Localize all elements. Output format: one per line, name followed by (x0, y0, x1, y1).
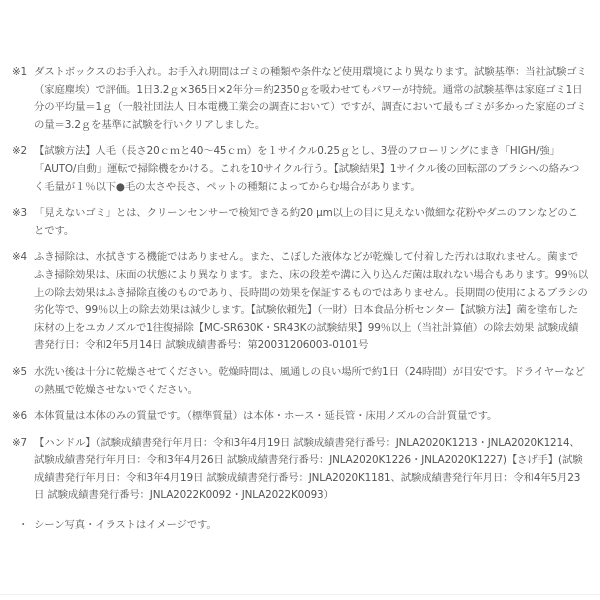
bottom-divider (0, 594, 600, 595)
footnote-text: 本体質量は本体のみの質量です。（標準質量）は本体・ホース・延長管・床用ノズルの合計質量です。 (34, 410, 498, 423)
footnote-mark: ※7 (12, 436, 28, 449)
footnote-text: 水洗い後は十分に乾燥させてください。乾燥時間は、風通しの良い場所で約1日（24時間）が目安です。ドライヤーなどの熱風で乾燥させないでください。 (34, 365, 585, 396)
footnote-text: 【ハンドル】（試験成績書発行年月日：令和3年4月19日 試験成績書発行番号：JNLA2020K1213・JNLA2020K1214、試験成績書発行年月日：令和3年4月26日 試験成績書発行番号：JNLA2020K1226・JNLA2020K1227)【さげ手】(試験成績書発行年月日：令和3年4月19日 試験成績書発行番号：JNLA2020K1181、試験成績書発行年月日：令和4年5月23日 試験成績書発行番号：JNLA2022K0092・JNLA2022K0093） (34, 436, 583, 502)
footnote-mark: ※4 (12, 251, 28, 264)
footnote-text: ふき掃除は、水拭きする機能ではありません。また、こぼした液体などが乾燥して付着した汚れは取れません。菌までふき掃除効果は、床面の状態により異なります。また、床の段差や溝に入り込んだ菌は取れない場合もあります。99％以上の除去効果はふき掃除直後のものであり、長時間の効果を保証するものではありません。長期間の使用によるブラシの劣化等で、99％以上の除去効果は減少します。【試験依頼先】（一財）日本食品分析センター【試験方法】菌を塗布した床材の上をユカノズルで1往復掃除【MC-SR630K・SR43Kの試験結果】99％以上（当社計算値）の除去効果 試験成績書発行日：令和2年5月14日 試験成績書番号：第20031206003-0101号 (34, 251, 589, 352)
footnote-text: 【試験方法】人毛（長さ20ｃｍと40〜45ｃｍ）を１サイクル0.25ｇとし、3畳のフローリングにまき「HIGH/強」「AUTO/自動」運転で掃除機をかける。これを10サイクル行う。【試験結果】1サイクル後の回転部のブラシへの絡みつく毛量が１％以下●毛の太さや長さ、ペットの種類によってからむ場合があります。 (34, 145, 580, 193)
footnote-7 (12, 435, 588, 505)
footnote-mark: ※2 (12, 145, 28, 158)
footnote-4 (12, 249, 588, 355)
footnote-text: 「見えないゴミ」とは、クリーンセンサーで検知できる約20 μm以上の目に見えない微細な花粉やダニのフンなどのことです。 (34, 207, 578, 237)
footnote-text: ダストボックスのお手入れ。お手入れ期間はゴミの種類や条件など使用環境により異なります。試験基準：当社試験ゴミ（家庭塵埃）で評価。1日3.2ｇ×365日×2年分＝約2350ｇを吸わせてもパワーが持続。通常の試験基準は家庭ゴミ1日分の平均量＝1ｇ（一般社団法人 日本電機工業会の調査において）ですが、調査において最もゴミが多かった家庭のゴミの量＝3.2ｇを基準に試験を行いクリアしました。 (34, 66, 587, 131)
footnote-3 (12, 205, 588, 240)
disclaimer-text: シーン写真・イラストはイメージです。 (34, 519, 217, 532)
footnote-2 (12, 143, 588, 196)
bullet-mark: ・ (18, 519, 29, 532)
footnote-mark: ※5 (12, 365, 28, 378)
footnote-mark: ※6 (12, 410, 28, 423)
footnote-mark: ※1 (12, 66, 28, 78)
footnote-mark: ※3 (12, 207, 28, 220)
footnote-5 (12, 364, 588, 399)
footnote-1 (12, 64, 588, 134)
footnote-6 (12, 408, 588, 426)
image-disclaimer (12, 517, 588, 535)
